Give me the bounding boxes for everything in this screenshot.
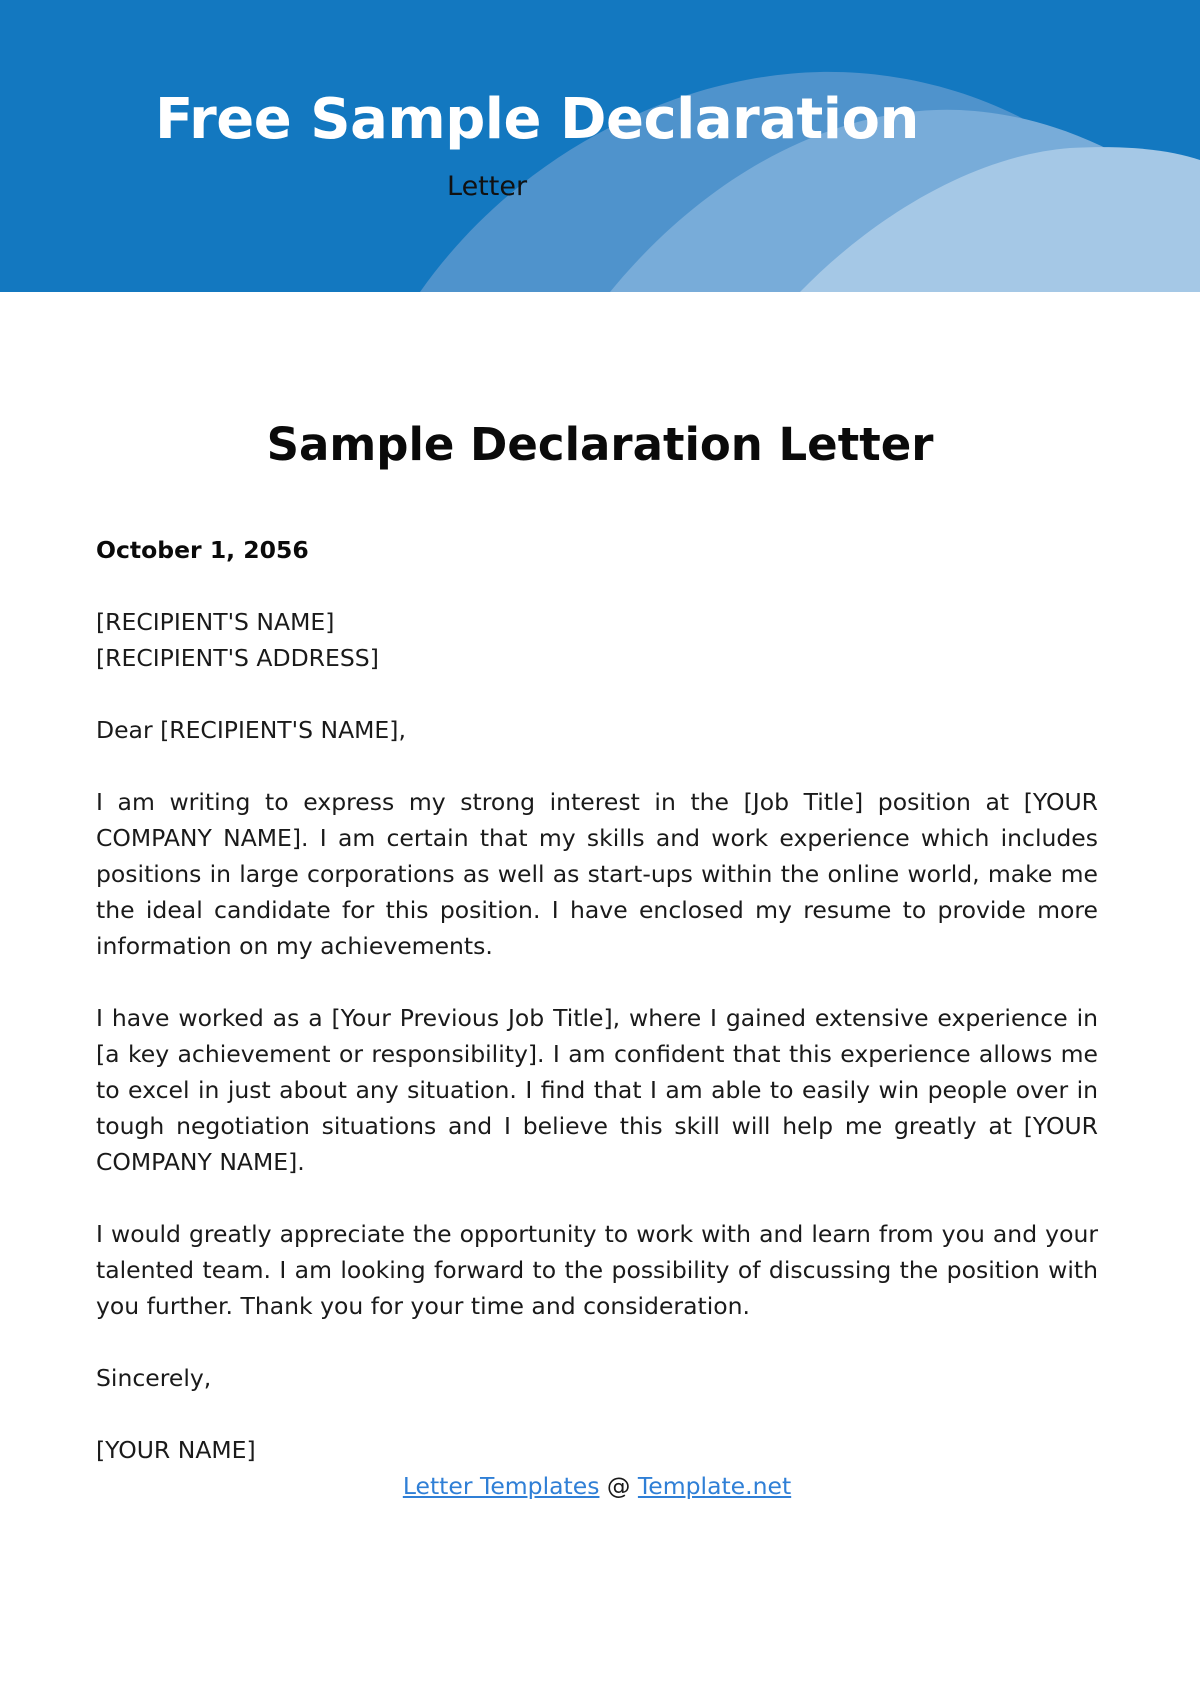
header-banner (0, 0, 1200, 292)
template-net-link[interactable]: Template.net (637, 1472, 792, 1500)
body-paragraph-3: I would greatly appreciate the opportunity to work with and learn from you and your talented team. I am looking forward to the possibility of discussing the position with you further. Thank you for your time and consideration. (96, 1220, 1098, 1320)
banner-title: Free Sample Declaration (155, 87, 919, 152)
document-title: Sample Declaration Letter (266, 418, 934, 471)
recipient-name: [RECIPIENT'S NAME] (96, 608, 335, 636)
letter-body (96, 532, 1098, 1540)
letter-templates-link[interactable]: Letter Templates (402, 1472, 600, 1500)
body-paragraph-1: I am writing to express my strong interest in the [Job Title] position at [YOUR COMPANY NAME]. I am certain that my skills and work experience which includes positions in large corporations as well as start-ups within the online world, make me the ideal candidate for this position. I have enclosed my resume to provide more information on my achievements. (96, 788, 1098, 960)
letter-date: October 1, 2056 (96, 536, 309, 564)
recipient-block (96, 604, 1098, 676)
body-paragraph-2: I have worked as a [Your Previous Job Title], where I gained extensive experience in [a key achievement or responsibility]. I am confident that this experience allows me to excel in just about any situation. I find that I am able to easily win people over in tough negotiation situations and I believe this skill will help me greatly at [YOUR COMPANY NAME]. (96, 1004, 1098, 1176)
banner-subtitle: Letter (447, 171, 528, 202)
recipient-address: [RECIPIENT'S ADDRESS] (96, 644, 379, 672)
salutation: Dear [RECIPIENT'S NAME], (96, 716, 406, 744)
footer-credits (96, 1468, 1098, 1504)
footer-separator: @ (599, 1472, 638, 1500)
closing: Sincerely, (96, 1364, 212, 1392)
signature: [YOUR NAME] (96, 1436, 256, 1464)
